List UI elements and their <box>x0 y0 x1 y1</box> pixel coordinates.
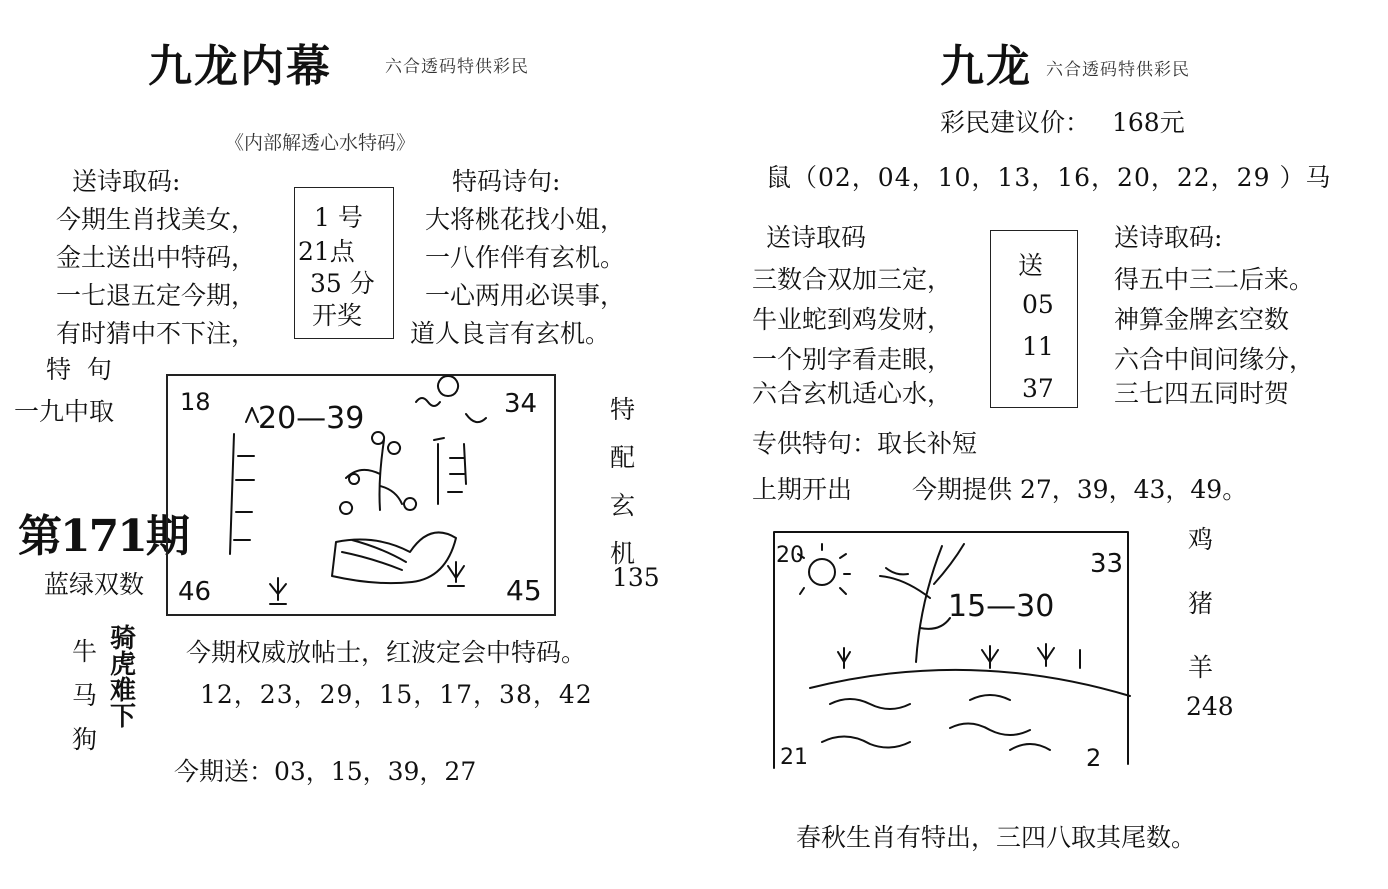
right-drawing-bottom-right: 2 <box>1086 744 1102 772</box>
left-poem-left-line: 有时猜中不下注， <box>56 319 257 348</box>
left-sketch-grass <box>270 578 286 604</box>
left-poem-right-line: 一心两用必误事， <box>425 281 626 310</box>
draw-time-line: 21点 <box>298 237 355 266</box>
draw-time-line: 1 号 <box>314 203 363 232</box>
right-sketch-waves <box>822 695 1050 750</box>
right-sketch-frame <box>774 532 1128 768</box>
left-sketch-ladder-2 <box>434 438 466 504</box>
right-sketch-sun-rays <box>798 544 850 594</box>
authority-numbers: 12，23，29，15，17，38，42 <box>200 680 593 709</box>
this-issue-numbers: 今期提供 27，39，43，49。 <box>912 475 1248 504</box>
right-footer: 春秋生肖有特出，三四八取其尾数。 <box>796 823 1197 852</box>
left-banner: 《内部解透心水特码》 <box>225 132 416 154</box>
send-box-line: 送 <box>1018 251 1044 280</box>
animal: 狗 <box>72 725 98 754</box>
left-drawing-top-right: 34 <box>504 389 538 419</box>
right-poem-right-line: 神算金牌玄空数 <box>1114 305 1290 334</box>
left-sketch-grass-2 <box>448 562 464 586</box>
left-poem-right-line: 大将桃花找小姐， <box>425 205 626 234</box>
right-sketch-sun <box>809 559 835 585</box>
animal: 牛 <box>72 637 98 666</box>
send-box-line: 05 <box>1022 290 1054 319</box>
right-side-vertical <box>1188 520 1213 684</box>
color-hint: 蓝绿双数 <box>44 570 145 599</box>
right-poem-left-line: 牛业蛇到鸡发财， <box>752 305 953 334</box>
left-sketch-fan <box>332 532 456 583</box>
right-side-number: 248 <box>1186 692 1234 721</box>
left-poem-left-header: 送诗取码: <box>72 167 181 196</box>
riddle-char: 骑 <box>110 624 137 654</box>
left-poem-right-line: 一八作伴有玄机。 <box>425 243 626 272</box>
left-side-char: 机 <box>610 539 636 568</box>
left-drawing-bottom-right: 45 <box>506 574 542 607</box>
riddle-char: 下 <box>110 702 137 732</box>
right-poem-left-line: 一个别字看走眼， <box>752 345 953 374</box>
animal: 马 <box>72 681 98 710</box>
right-poem-left-line: 三数合双加三定， <box>752 265 953 294</box>
right-sketch-grass <box>838 644 1080 668</box>
right-poem-right-line: 得五中三二后来。 <box>1114 265 1315 294</box>
price-value: 168元 <box>1112 108 1185 137</box>
send-box-line: 37 <box>1022 374 1054 403</box>
draw-time-line: 35 分 <box>310 269 375 298</box>
right-poem-left-line: 六合玄机适心水， <box>752 379 953 408</box>
left-side-number: 135 <box>612 563 660 592</box>
left-sketch-bracket <box>246 408 258 422</box>
left-poem-right-header: 特码诗句: <box>452 167 561 196</box>
right-poem-right-header: 送诗取码: <box>1114 223 1223 252</box>
left-sketch-ladder <box>230 434 254 554</box>
right-poem-right-line: 六合中间问缘分， <box>1114 345 1315 374</box>
left-side-char: 配 <box>610 443 636 472</box>
authority-line: 今期权威放帖士，红波定会中特码。 <box>186 638 587 667</box>
right-poem-left-header: 送诗取码 <box>766 223 867 252</box>
right-drawing-top-left: 20 <box>776 543 804 568</box>
right-drawing-range: 15—30 <box>948 589 1055 624</box>
special-line: 一九中取 <box>14 397 115 426</box>
right-side-char: 猪 <box>1188 589 1214 618</box>
left-title: 九龙内幕 <box>148 41 332 92</box>
right-subtitle: 六合透码特供彩民 <box>1046 60 1190 80</box>
price-label: 彩民建议价： <box>940 108 1091 137</box>
left-poem-left-line: 今期生肖找美女， <box>56 205 257 234</box>
send-line: 今期送：03，15，39，27 <box>174 757 477 786</box>
draw-time-line: 开奖 <box>312 301 363 330</box>
left-side-char: 特 <box>610 395 636 424</box>
left-sketch-swirl <box>416 376 486 422</box>
left-poem-left-line: 金土送出中特码， <box>56 243 257 272</box>
left-hand-sketch <box>166 374 554 614</box>
riddle-column <box>110 626 136 730</box>
left-side-vertical <box>610 390 635 570</box>
riddle-char: 难 <box>110 676 137 706</box>
riddle-char: 虎 <box>110 650 137 680</box>
left-poem-right-line: 道人良言有玄机。 <box>410 319 611 348</box>
left-side-char: 玄 <box>610 491 636 520</box>
right-side-char: 羊 <box>1188 653 1214 682</box>
left-drawing-range: 20—39 <box>258 401 365 436</box>
right-hand-sketch <box>770 528 1132 770</box>
special-phrase: 专供特句：取长补短 <box>752 429 978 458</box>
left-drawing-bottom-left: 46 <box>178 577 212 607</box>
issue-number: 第171期 <box>18 511 188 562</box>
right-poem-right-line: 三七四五同时贺 <box>1114 379 1290 408</box>
left-drawing-top-left: 18 <box>180 388 211 416</box>
last-issue-label: 上期开出 <box>752 475 853 504</box>
right-sketch-hill <box>810 670 1130 696</box>
special-label: 特 句 <box>46 355 112 384</box>
left-subtitle: 六合透码特供彩民 <box>385 57 529 77</box>
rat-horse-line: 鼠（02，04，10，13，16，20，22，29 ）马 <box>766 163 1332 192</box>
left-poem-left-line: 一七退五定今期， <box>56 281 257 310</box>
right-side-char: 鸡 <box>1188 525 1214 554</box>
right-title: 九龙 <box>940 41 1032 92</box>
send-box-line: 11 <box>1022 332 1054 361</box>
animals-column <box>72 632 97 756</box>
right-drawing-top-right: 33 <box>1090 549 1124 579</box>
left-sketch-flower <box>340 432 416 514</box>
right-drawing-bottom-left: 21 <box>780 745 808 770</box>
